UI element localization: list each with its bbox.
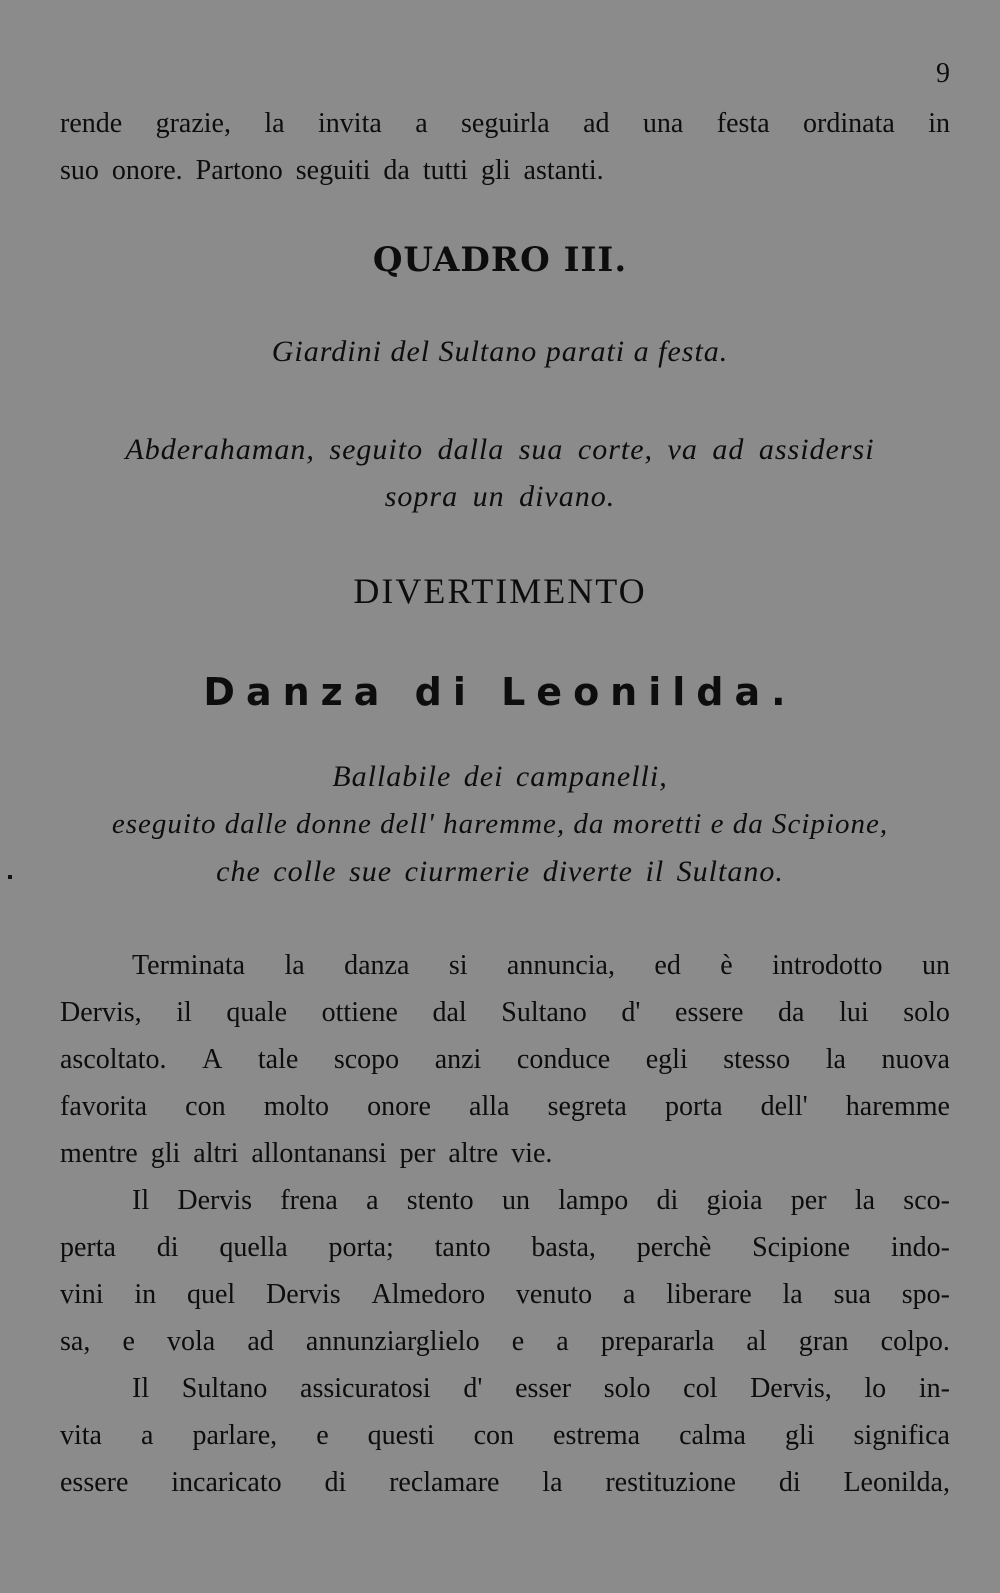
ballabile-line: Ballabile dei campanelli,: [332, 760, 668, 793]
paragraph-3: [60, 1365, 950, 1506]
dance-title: Danza di Leonilda.: [203, 670, 797, 714]
text-line: perta di quella porta; tanto basta, perchè Scipione indo-: [60, 1232, 950, 1263]
setting-description: Giardini del Sultano parati a festa.: [271, 335, 729, 368]
text-line: Dervis, il quale ottiene dal Sultano d' essere da lui solo: [60, 997, 950, 1028]
text-line: Terminata la danza si annuncia, ed è introdotto un: [132, 950, 950, 981]
text-line: sa, e vola ad annunziarglielo e a prepararla al gran colpo.: [60, 1326, 950, 1357]
text-line: vita a parlare, e questi con estrema calma gli significa: [60, 1420, 950, 1451]
section-heading: QUADRO III.: [372, 240, 628, 280]
text-line: Il Sultano assicuratosi d' esser solo col Dervis, lo in-: [132, 1373, 950, 1404]
margin-mark: [8, 875, 12, 879]
stage-direction-line: Abderahaman, seguito dalla sua corte, va ad assidersi: [125, 433, 875, 466]
text-line: vini in quel Dervis Almedoro venuto a liberare la sua spo-: [60, 1279, 950, 1310]
ballabile-line: che colle sue ciurmerie diverte il Sultano.: [216, 855, 784, 888]
paragraph-2: [60, 1177, 950, 1365]
text-line: ascoltato. A tale scopo anzi conduce egli stesso la nuova: [60, 1044, 950, 1075]
divertimento-heading: DIVERTIMENTO: [353, 571, 647, 611]
stage-direction-line: sopra un divano.: [384, 480, 616, 513]
text-line: rende grazie, la invita a seguirla ad una festa ordinata in: [60, 108, 950, 139]
text-line: essere incaricato di reclamare la restituzione di Leonilda,: [60, 1467, 950, 1498]
paragraph-1: [60, 942, 950, 1177]
page-number: 9: [936, 58, 950, 89]
text-line: Il Dervis frena a stento un lampo di gioia per la sco-: [132, 1185, 950, 1216]
text-line: favorita con molto onore alla segreta porta dell' haremme: [60, 1091, 950, 1122]
text-line: mentre gli altri allontanansi per altre vie.: [60, 1138, 553, 1169]
text-line: suo onore. Partono seguiti da tutti gli astanti.: [60, 155, 604, 186]
intro-text: [60, 100, 950, 194]
ballabile-line: eseguito dalle donne dell' haremme, da moretti e da Scipione,: [111, 808, 889, 840]
